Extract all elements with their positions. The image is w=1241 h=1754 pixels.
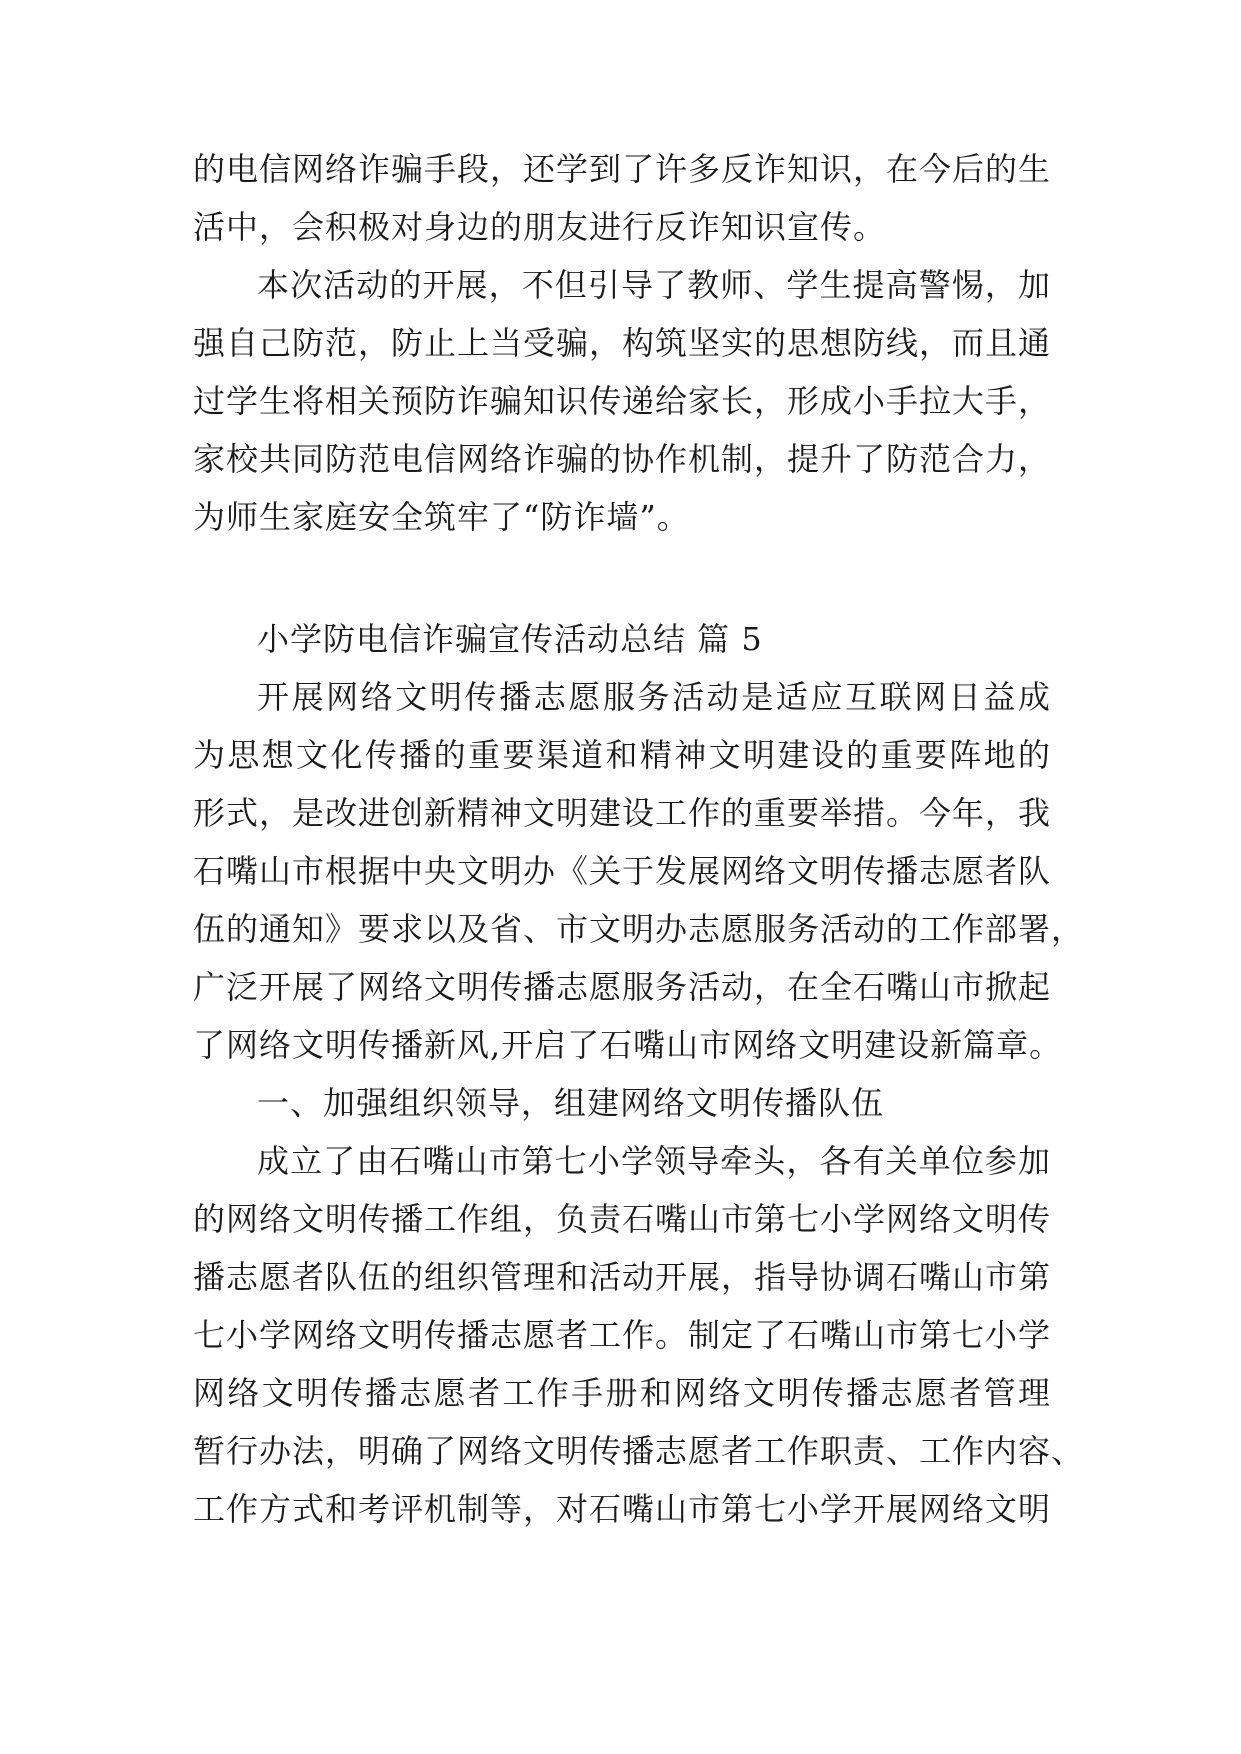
paragraph-line: 网络文明传播志愿者工作手册和网络文明传播志愿者管理 [193,1374,1051,1412]
section-title: 小学防电信诈骗宣传活动总结 篇 5 [257,620,763,658]
paragraph-line: 了网络文明传播新风,开启了石嘴山市网络文明建设新篇章。 [193,1026,1063,1064]
paragraph-2 [193,256,1051,546]
paragraph-line: 播志愿者队伍的组织管理和活动开展，指导协调石嘴山市第 [193,1258,1052,1296]
section-spacer [193,546,1051,610]
paragraph-line: 七小学网络文明传播志愿者工作。制定了石嘴山市第七小学 [193,1316,1052,1354]
paragraph-line: 开展网络文明传播志愿服务活动是适应互联网日益成 [257,678,1051,716]
paragraph-line: 广泛开展了网络文明传播志愿服务活动，在全石嘴山市掀起 [193,968,1052,1006]
paragraph-line: 的电信网络诈骗手段，还学到了许多反诈知识，在今后的生 [193,150,1052,188]
paragraph-line: 本次活动的开展，不但引导了教师、学生提高警惕，加 [257,266,1051,304]
document-page [193,140,1085,1538]
paragraph-3 [193,668,1085,1074]
paragraph-line: 形式，是改进创新精神文明建设工作的重要举措。今年，我 [193,794,1052,832]
paragraph-line: 工作方式和考评机制等，对石嘴山市第七小学开展网络文明 [193,1490,1052,1528]
paragraph-line: 活中，会积极对身边的朋友进行反诈知识宣传。 [193,208,887,246]
paragraph-line: 成立了由石嘴山市第七小学领导牵头，各有关单位参加 [257,1142,1051,1180]
paragraph-line: 家校共同防范电信网络诈骗的协作机制，提升了防范合力， [193,440,1052,478]
paragraph-line: 石嘴山市根据中央文明办《关于发展网络文明传播志愿者队 [193,852,1052,890]
paragraph-line: 过学生将相关预防诈骗知识传递给家长，形成小手拉大手， [193,382,1052,420]
paragraph-4 [193,1132,1085,1538]
paragraph-line: 伍的通知》要求以及省、市文明办志愿服务活动的工作部署， [193,910,1085,948]
paragraph-line: 强自己防范，防止上当受骗，构筑坚实的思想防线，而且通 [193,324,1052,362]
paragraph-line: 为思想文化传播的重要渠道和精神文明建设的重要阵地的 [193,736,1051,774]
subheading: 一、加强组织领导，组建网络文明传播队伍 [257,1084,885,1122]
paragraph-line: 暂行办法，明确了网络文明传播志愿者工作职责、工作内容、 [193,1432,1085,1470]
paragraph-line: 的网络文明传播工作组，负责石嘴山市第七小学网络文明传 [193,1200,1052,1238]
paragraph-line: 为师生家庭安全筑牢了“防诈墙”。 [193,498,690,536]
paragraph-1 [193,140,1051,256]
